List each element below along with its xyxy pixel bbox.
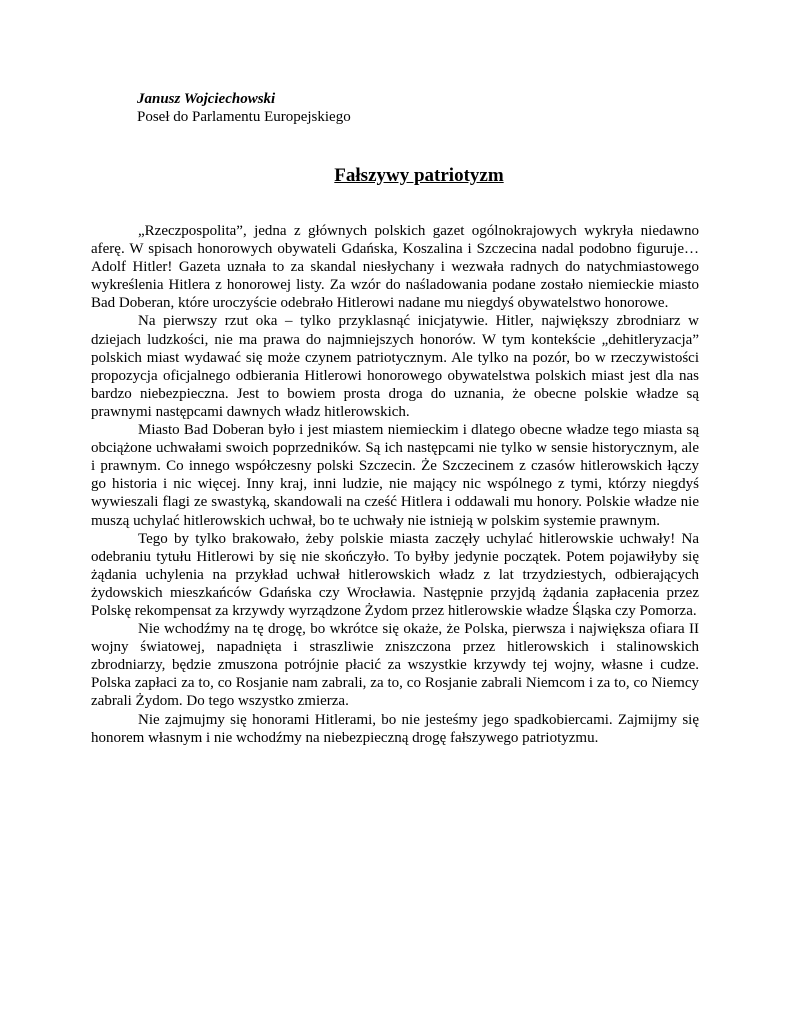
paragraph: Na pierwszy rzut oka – tylko przyklasnąć inicjatywie. Hitler, największy zbrodniarz w dziejach ludzkości, nie ma prawa do najmniejszych honorów. W tym kontekście „dehitleryzacja” polskich miast wydawać się może czynem patriotycznym. Ale tylko na pozór, bo w rzeczywistości propozycja oficjalnego odbierania Hitlerowi honorowego obywatelstwa polskich miast jest dla nas bardzo niebezpieczna. Jest to bowiem prosta droga do uznania, że obecne polskie władze są prawnymi następcami dawnych władz hitlerowskich.: [91, 313, 699, 420]
paragraph: Nie zajmujmy się honorami Hitlerami, bo nie jesteśmy jego spadkobiercami. Zajmijmy się honorem własnym i nie wchodźmy na niebezpieczną drogę fałszywego patriotyzmu.: [91, 711, 699, 746]
paragraph: Nie wchodźmy na tę drogę, bo wkrótce się okaże, że Polska, pierwsza i największa ofiara II wojny światowej, napadnięta i straszliwie zniszczona przez hitlerowskich i stalinowskich zbrodniarzy, będzie zmuszona potrójnie płacić za wszystkie krzywdy tej wojny, własne i cudze. Polska zapłaci za to, co Rosjanie nam zabrali, za to, co Rosjanie zabrali Niemcom i za to, co Niemcy zabrali Żydom. Do tego wszystko zmierza.: [91, 621, 699, 710]
paragraph: „Rzeczpospolita”, jedna z głównych polskich gazet ogólnokrajowych wykryła niedawno aferę. W spisach honorowych obywateli Gdańska, Koszalina i Szczecina nadal podobno figuruje… Adolf Hitler! Gazeta uznała to za skandal niesłychany i wezwała radnych do natychmiastowego wykreślenia Hitlera z honorowej listy. Za wzór do naśladowania podane zostało niemieckie miasto Bad Doberan, które uroczyście odebrało Hitlerowi nadane mu niegdyś obywatelstwo honorowe.: [91, 223, 699, 312]
author-role: Poseł do Parlamentu Europejskiego: [137, 109, 351, 125]
article-body: [91, 222, 699, 747]
author-block: [137, 90, 351, 126]
paragraph: Miasto Bad Doberan było i jest miastem niemieckim i dlatego obecne władze tego miasta są obciążone uchwałami swoich poprzedników. Są ich następcami nie tylko w sensie historycznym, ale i prawnym. Co innego współczesny polski Szczecin. Że Szczecinem z czasów hitlerowskich łączy go historia i nic więcej. Inny kraj, inni ludzie, nie mający nic wspólnego z tymi, którzy niegdyś wywieszali flagi ze swastyką, skandowali na cześć Hitlera i oddawali mu honory. Polskie władze nie muszą uchylać hitlerowskich uchwał, bo te uchwały nie istnieją w polskim systemie prawnym.: [91, 422, 699, 529]
page-title: Fałszywy patriotyzm: [334, 165, 504, 186]
author-name: Janusz Wojciechowski: [137, 91, 276, 107]
paragraph: Tego by tylko brakowało, żeby polskie miasta zaczęły uchylać hitlerowskie uchwały! Na odebraniu tytułu Hitlerowi by się nie skończyło. To byłby jedynie początek. Potem pojawiłyby się żądania uchylenia na przykład uchwał hitlerowskich władz z lat trzydziestych, odbierających żydowskich mieszkańców Gdańska czy Wrocławia. Następnie przyjdą żądania zapłacenia przez Polskę rekompensat za krzywdy wyrządzone Żydom przez hitlerowskie władze Śląska czy Pomorza.: [91, 530, 699, 619]
